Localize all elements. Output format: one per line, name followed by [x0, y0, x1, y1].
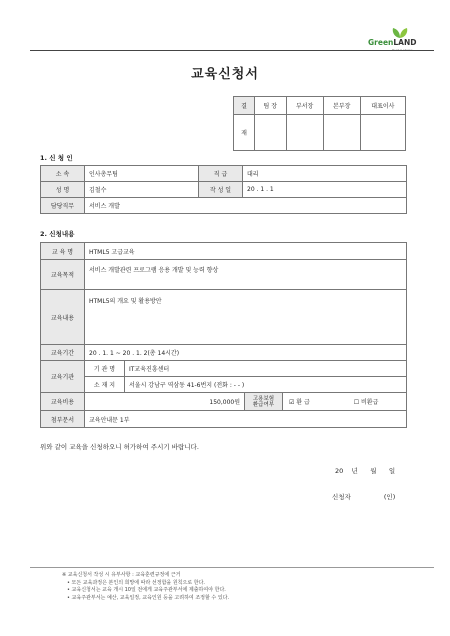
applicant-table — [40, 165, 407, 214]
logo-text-dark: LAND — [393, 38, 417, 47]
insurance-label — [245, 393, 283, 411]
dept-value[interactable]: 인사총무팀 — [85, 166, 199, 182]
section2-title: 2. 신청내용 — [40, 230, 75, 238]
approval-side-label-top: 결 — [234, 97, 255, 115]
cost-label-text: 교육비용 — [50, 399, 75, 406]
purpose-value[interactable]: 서비스 개발관련 프로그램 응용 개발 및 능력 향상 — [85, 260, 407, 290]
approval-header: 팀 장 — [255, 97, 287, 115]
logo-tagline: Trust & Vision — [392, 48, 413, 52]
refund-options — [283, 393, 407, 411]
logo-text-green: Green — [368, 38, 394, 47]
header-divider — [30, 50, 434, 51]
signature-box[interactable] — [255, 115, 287, 151]
cost-label — [41, 393, 85, 411]
note-item: • 교육주관부서는 예산, 교육일정, 교육인원 등을 고려하여 조정할 수 있다. — [67, 594, 230, 601]
inst-addr-label: 소 재 지 — [85, 377, 125, 393]
request-text: 위와 같이 교육을 신청하오니 허가하여 주시기 바랍니다. — [40, 443, 199, 451]
dept-label: 소 속 — [41, 166, 85, 182]
course-label: 교 육 명 — [41, 243, 85, 260]
signature-box[interactable] — [323, 115, 360, 151]
approval-side-label-bottom: 재 — [234, 115, 255, 151]
page-title: 교육신청서 — [191, 67, 259, 82]
date-value[interactable]: 20 . 1 . 1 — [243, 182, 407, 198]
period-value[interactable]: 20 . 1. 1 ~ 20 . 1. 2(총 14시간) — [85, 345, 407, 361]
refund-yes-checkbox[interactable]: ☑ 환 급 — [289, 399, 310, 406]
inst-name-label: 기 관 명 — [85, 361, 125, 377]
note-item: • 교육신청서는 교육 개시 10일 전에게 교육주관부서에 제출하여야 한다. — [67, 587, 226, 594]
note-item: • 모든 교육과정은 본인의 희망에 따라 선정함을 원칙으로 한다. — [67, 579, 206, 586]
approval-header: 본부장 — [323, 97, 360, 115]
rank-label: 직 급 — [199, 166, 243, 182]
duty-label: 담당직무 — [41, 198, 85, 214]
course-table — [40, 242, 407, 428]
institution-label: 교육기관 — [41, 361, 85, 393]
content-value[interactable]: HTML5의 개요 및 활용방안 — [85, 290, 407, 345]
rank-value[interactable]: 대리 — [243, 166, 407, 182]
approval-header: 대표이사 — [360, 97, 405, 115]
approval-table — [233, 96, 406, 151]
applicant-signature: 신청자 (인) — [332, 493, 396, 501]
name-label: 성 명 — [41, 182, 85, 198]
course-value[interactable]: HTML5 고급교육 — [85, 243, 407, 260]
insurance-label-line1: 고용보험 — [252, 395, 275, 402]
name-value[interactable]: 김철수 — [85, 182, 199, 198]
refund-no-checkbox[interactable]: ☐ 비환급 — [353, 399, 379, 406]
period-label: 교육기간 — [41, 345, 85, 361]
approval-header: 부서장 — [286, 97, 323, 115]
notes-header: ※ 교육신청서 작성 시 유부사항 : 교육훈련규정에 근거 — [62, 572, 181, 578]
inst-addr-value[interactable]: 서울시 강남구 역삼동 41-6번지 (전화 : - - ) — [125, 377, 407, 393]
notes-box — [62, 572, 229, 602]
cost-value[interactable]: 150,000원 — [85, 393, 245, 411]
section1-title: 1. 신 청 인 — [40, 154, 73, 162]
attach-value[interactable]: 교육안내문 1부 — [85, 411, 407, 428]
duty-value[interactable]: 서비스 개발 — [85, 198, 407, 214]
insurance-label-line2: 환급여부 — [252, 401, 275, 408]
notes-divider — [30, 567, 434, 568]
signature-box[interactable] — [360, 115, 405, 151]
signature-box[interactable] — [286, 115, 323, 151]
purpose-label: 교육목적 — [41, 260, 85, 290]
inst-name-value[interactable]: IT교육진흥센터 — [125, 361, 407, 377]
content-label: 교육내용 — [41, 290, 85, 345]
attach-label: 첨부문서 — [41, 411, 85, 428]
date-label: 작 성 일 — [199, 182, 243, 198]
date-line: 20 년 월 일 — [335, 467, 396, 475]
